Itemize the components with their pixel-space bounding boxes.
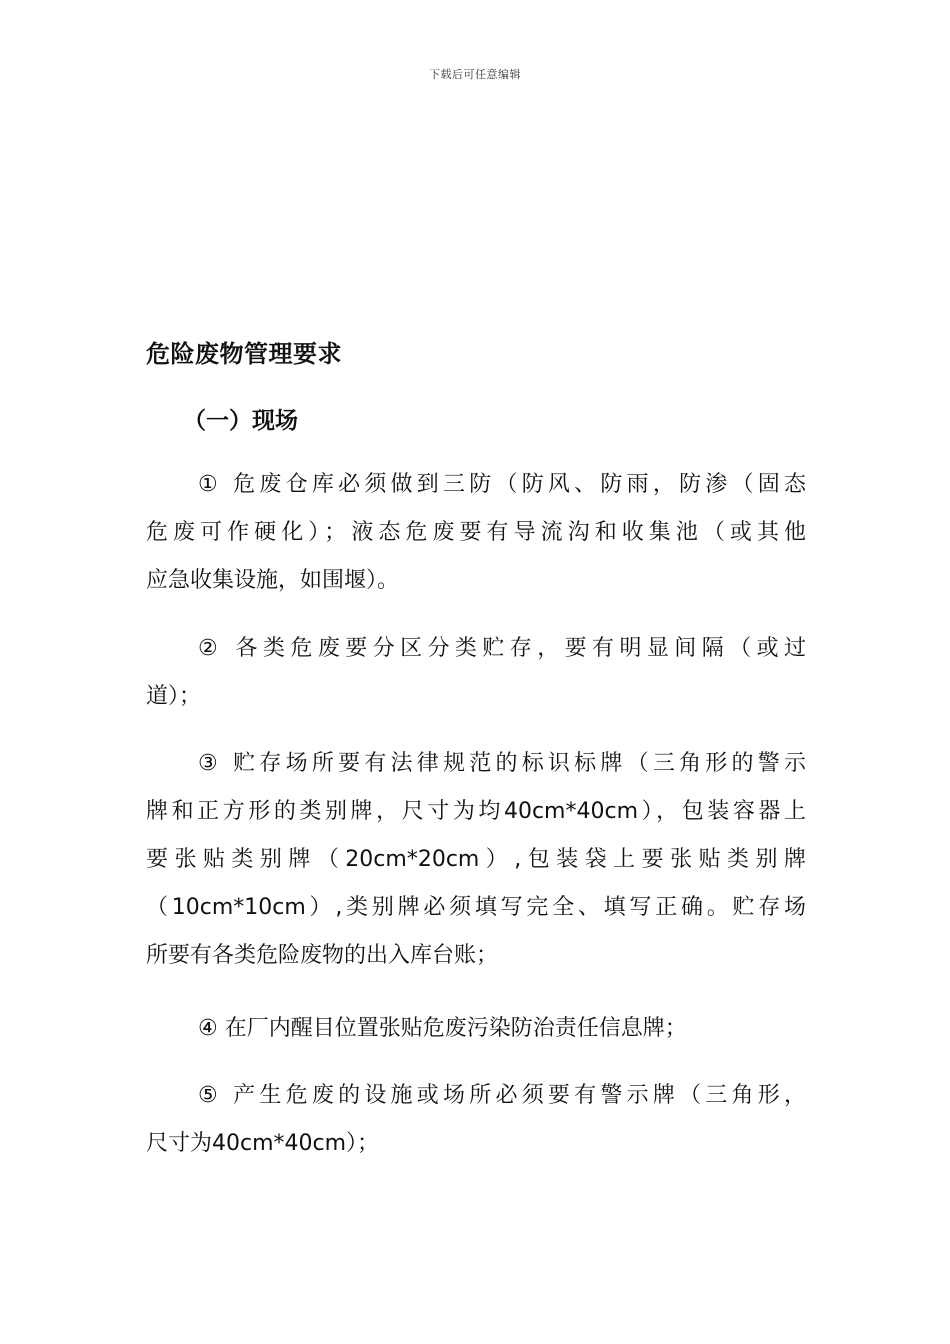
paragraph-line: ② 各类危废要分区分类贮存，要有明显间隔（或过	[198, 636, 806, 661]
paragraph-signage	[146, 740, 806, 980]
header-note: 下载后可任意编辑	[429, 68, 521, 81]
document-title: 危险废物管理要求	[146, 340, 342, 368]
section-heading: （一）现场	[183, 408, 298, 434]
paragraph-line: 所要有各类危险废物的出入库台账；	[146, 943, 499, 968]
paragraph-warehouse-protection	[146, 461, 806, 605]
paragraph-line: ① 危废仓库必须做到三防（防风、防雨，防渗（固态	[198, 472, 806, 497]
paragraph-line: 道）；	[146, 684, 202, 709]
paragraph-zoned-storage	[146, 625, 806, 721]
paragraph-line: 危废可作硬化）；液态危废要有导流沟和收集池（或其他	[146, 520, 806, 545]
paragraph-line: （10cm*10cm）,类别牌必须填写完全、填写正确。贮存场	[146, 895, 806, 920]
paragraph-line: 要张贴类别牌（20cm*20cm）,包装袋上要张贴类别牌	[146, 847, 806, 872]
paragraph-line: 尺寸为40cm*40cm）；	[146, 1131, 380, 1156]
paragraph-line: 应急收集设施，如围堰）。	[146, 568, 400, 593]
paragraph-line: ③ 贮存场所要有法律规范的标识标牌（三角形的警示	[198, 751, 806, 776]
paragraph-line: ⑤ 产生危废的设施或场所必须要有警示牌（三角形，	[198, 1083, 806, 1108]
paragraph-warning-signs	[146, 1072, 806, 1168]
paragraph-line: 牌和正方形的类别牌，尺寸为均40cm*40cm），包装容器上	[146, 799, 806, 824]
paragraph-line: ④ 在厂内醒目位置张贴危废污染防治责任信息牌；	[198, 1016, 687, 1041]
paragraph-responsibility-board	[146, 1005, 806, 1053]
